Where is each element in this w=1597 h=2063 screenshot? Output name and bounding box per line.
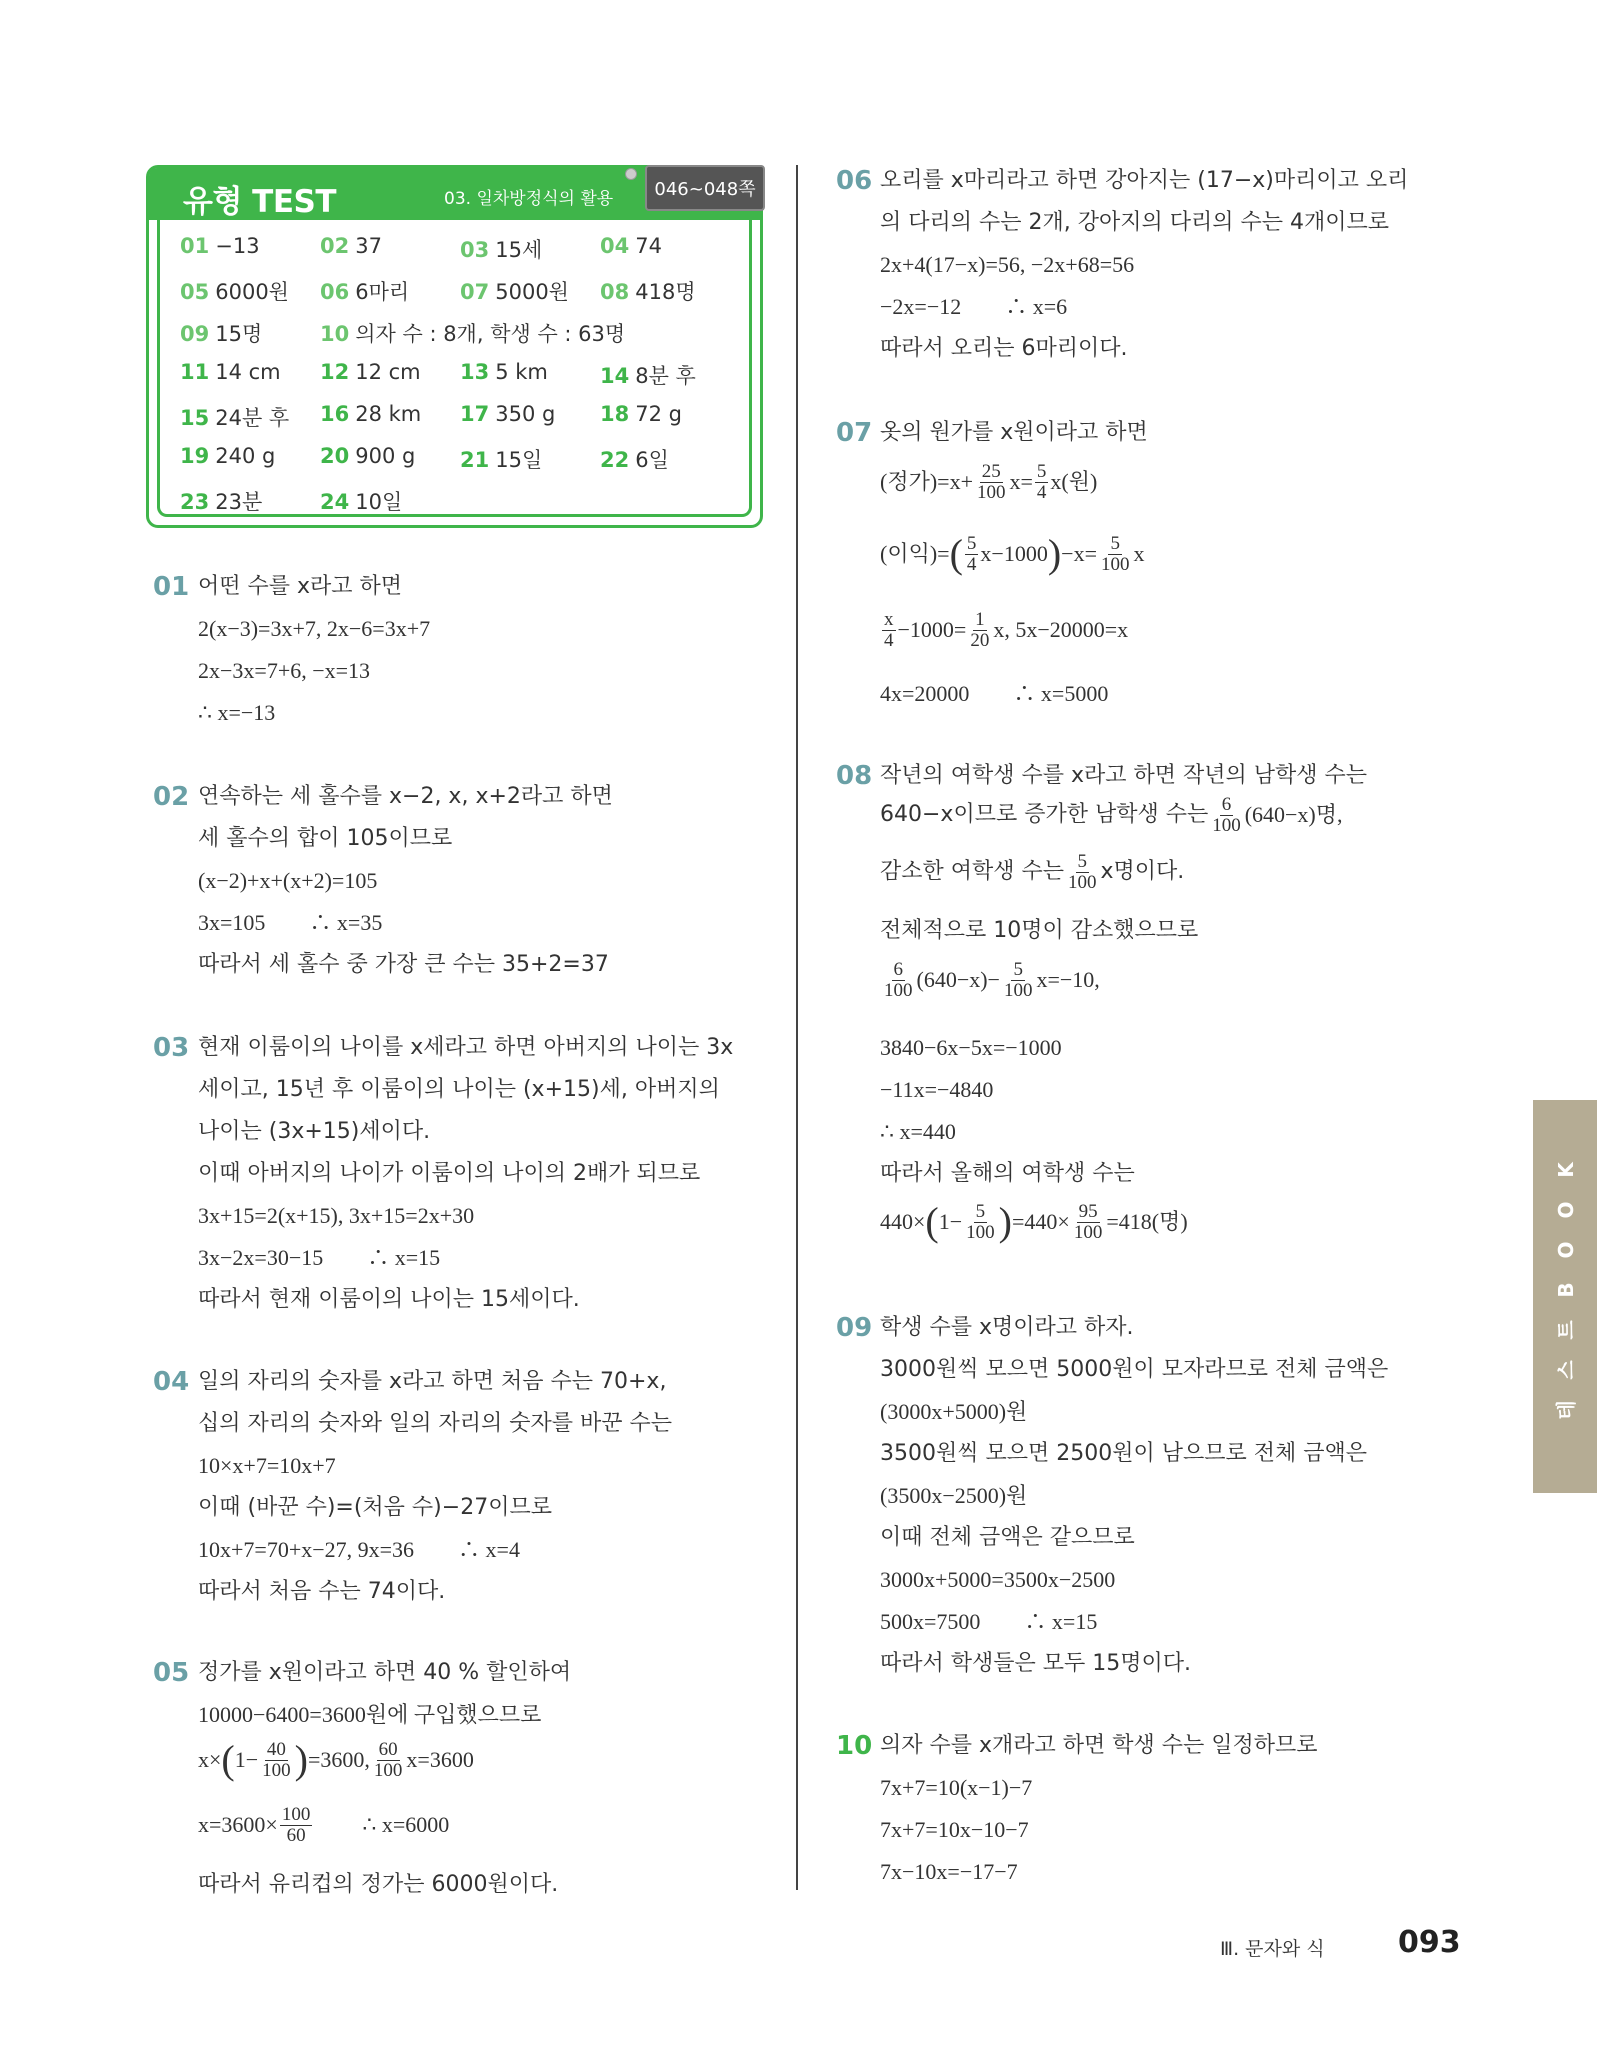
fraction: $\frac{x}{4}$ — [884, 609, 894, 651]
answer-item — [180, 402, 289, 432]
solution-line: 옷의 원가를 x원이라고 하면 — [880, 420, 1148, 445]
fraction: $\frac{5}{4}$ — [966, 533, 977, 575]
solution-line: ∴ x=−13 — [198, 700, 276, 725]
answer-value: 10일 — [355, 490, 403, 514]
equation-part: =3600, — [308, 1747, 370, 1773]
solution-line: 따라서 세 홀수 중 가장 큰 수는 35+2=37 — [198, 952, 609, 977]
footer-section: Ⅲ. 문자와 식 — [1220, 1938, 1325, 1960]
answer-value: 74 — [635, 234, 662, 258]
answer-item — [180, 276, 289, 306]
answer-value: 350 g — [495, 402, 556, 426]
solution-line: 따라서 현재 이룸이의 나이는 15세이다. — [198, 1287, 580, 1312]
answer-item — [180, 360, 281, 384]
equation-part: 440× — [880, 1209, 926, 1235]
solution-line: 3000원씩 모으면 5000원이 모자라므로 전체 금액은 — [880, 1357, 1389, 1382]
equation-part: (640−x)− — [916, 967, 1000, 993]
solution-line: 4x=20000 ∴ x=5000 — [880, 681, 1109, 706]
solution-line: 10x+7=70+x−27, 9x=36 ∴ x=4 — [198, 1537, 520, 1562]
solution-number: 08 — [836, 761, 873, 791]
solution-line: (3000x+5000)원 — [880, 1399, 1028, 1424]
answer-item — [460, 234, 542, 264]
solution-line: 3x−2x=30−15 ∴ x=15 — [198, 1245, 441, 1270]
equation-part: ∴ x=6000 — [362, 1812, 450, 1838]
answer-list — [157, 220, 752, 517]
answer-item — [320, 276, 409, 306]
equation-part: x−1000 — [980, 541, 1048, 567]
answer-value: 15일 — [495, 448, 543, 472]
solution-equation: (이익)= ( $\frac{5}{4}$ x−1000 ) −x= $\frac{5}{100}$ x — [880, 531, 1145, 577]
column-divider — [796, 165, 798, 1890]
solution-line: 정가를 x원이라고 하면 40 % 할인하여 — [198, 1660, 572, 1685]
fraction: $\frac{6}{100}$ — [884, 959, 913, 1001]
side-tab-label: K O O B 트 스 테 — [1554, 1162, 1578, 1420]
solution-line: −2x=−12 ∴ x=6 — [880, 294, 1068, 319]
answer-number: 14 — [600, 364, 630, 388]
answer-box-subtitle: 03. 일차방정식의 활용 — [444, 189, 614, 209]
solution-line: 이때 아버지의 나이가 이룸이의 나이의 2배가 되므로 — [198, 1161, 701, 1186]
fraction: $\frac{5}{100}$ — [1068, 851, 1097, 893]
solution-line: 3500원씩 모으면 2500원이 남으므로 전체 금액은 — [880, 1441, 1367, 1466]
answer-number: 06 — [320, 280, 350, 304]
fraction: $\frac{5}{100}$ — [1003, 959, 1033, 1001]
solution-equation — [880, 795, 1343, 836]
equation-part: (이익)= — [880, 541, 950, 567]
answer-number: 12 — [320, 360, 350, 384]
solution-line: 따라서 오리는 6마리이다. — [880, 336, 1128, 361]
solution-line: 일의 자리의 숫자를 x라고 하면 처음 수는 70+x, — [198, 1369, 667, 1394]
solution-line: 3000x+5000=3500x−2500 — [880, 1567, 1116, 1592]
solution-line: 10×x+7=10x+7 — [198, 1453, 336, 1478]
answer-value: 37 — [355, 234, 382, 258]
solution-line: 3x+15=2(x+15), 3x+15=2x+30 — [198, 1203, 475, 1228]
answer-item — [180, 234, 260, 258]
fraction: $\frac{6}{100}$ — [1212, 794, 1241, 836]
answer-number: 16 — [320, 402, 350, 426]
answer-number: 13 — [460, 360, 490, 384]
answer-value: 72 g — [635, 402, 682, 426]
solution-number: 10 — [836, 1731, 873, 1761]
equation-part: 1− — [234, 1747, 259, 1773]
answer-box-title: 유형 TEST — [183, 184, 336, 220]
solution-line: (3500x−2500)원 — [880, 1483, 1028, 1508]
answer-number: 23 — [180, 490, 210, 514]
fraction: $\frac{25}{100}$ — [976, 461, 1006, 503]
answer-number: 03 — [460, 238, 490, 262]
solution-number: 07 — [836, 418, 873, 448]
solution-line: 의자 수를 x개라고 하면 학생 수는 일정하므로 — [880, 1733, 1318, 1758]
solution-line: 500x=7500 ∴ x=15 — [880, 1609, 1098, 1634]
answer-number: 04 — [600, 234, 630, 258]
solution-equation: x× ( 1− $\frac{40}{100}$ ) =3600, $\frac{60}{100}$ x=3600 — [198, 1737, 474, 1783]
equation-part: =440× — [1012, 1209, 1070, 1235]
solution-line: 3840−6x−5x=−1000 — [880, 1035, 1062, 1060]
solution-number: 03 — [153, 1033, 190, 1063]
answer-value: 6일 — [635, 448, 669, 472]
solution-line: 전체적으로 10명이 감소했으므로 — [880, 918, 1199, 943]
solution-line: 현재 이룸이의 나이를 x세라고 하면 아버지의 나이는 3x — [198, 1035, 734, 1060]
solution-line: 7x−10x=−17−7 — [880, 1859, 1018, 1884]
solution-line: 따라서 유리컵의 정가는 6000원이다. — [198, 1872, 559, 1897]
answer-item — [460, 276, 569, 306]
answer-value: 900 g — [355, 444, 416, 468]
answer-number: 05 — [180, 280, 210, 304]
fraction: $\frac{100}{60}$ — [281, 1804, 311, 1846]
answer-number: 09 — [180, 322, 210, 346]
answer-value: −13 — [215, 234, 260, 258]
answer-number: 10 — [320, 322, 350, 346]
answer-number: 21 — [460, 448, 490, 472]
answer-value: 8분 후 — [635, 364, 696, 388]
equation-part: x(원) — [1050, 469, 1098, 495]
solution-line: 2x−3x=7+6, −x=13 — [198, 658, 371, 683]
solution-line: 2(x−3)=3x+7, 2x−6=3x+7 — [198, 616, 431, 641]
solution-line: 따라서 처음 수는 74이다. — [198, 1579, 446, 1604]
answer-value: 6마리 — [355, 280, 410, 304]
solution-line: 이때 (바꾼 수)=(처음 수)−27이므로 — [198, 1495, 552, 1520]
answer-item — [460, 360, 548, 384]
answer-box — [146, 165, 763, 528]
answer-number: 02 — [320, 234, 350, 258]
equation-part: x, 5x−20000=x — [993, 617, 1129, 643]
solution-line: 작년의 여학생 수를 x라고 하면 작년의 남학생 수는 — [880, 763, 1368, 788]
equation-part: x= — [1009, 469, 1033, 495]
solution-line: 세 홀수의 합이 105이므로 — [198, 826, 453, 851]
answer-item — [460, 444, 542, 474]
answer-value: 15세 — [495, 238, 543, 262]
equation-part: 1− — [938, 1209, 963, 1235]
answer-item — [600, 234, 662, 258]
solution-number: 02 — [153, 782, 190, 812]
answer-value: 의자 수 : 8개, 학생 수 : 63명 — [355, 322, 626, 346]
answer-value: 28 km — [355, 402, 422, 426]
fraction: $\frac{5}{4}$ — [1036, 461, 1047, 503]
equation-part: x=3600× — [198, 1812, 278, 1838]
answer-item — [600, 276, 696, 306]
equation-part: 640−x이므로 증가한 남학생 수는 — [880, 802, 1209, 828]
solution-equation — [880, 852, 1184, 893]
answer-value: 24분 후 — [215, 406, 290, 430]
answer-number: 01 — [180, 234, 210, 258]
equation-part: x명이다. — [1100, 859, 1185, 885]
answer-item — [600, 402, 682, 426]
answer-value: 5000원 — [495, 280, 569, 304]
solution-line: −11x=−4840 — [880, 1077, 994, 1102]
fraction: $\frac{5}{100}$ — [1100, 533, 1130, 575]
answer-number: 24 — [320, 490, 350, 514]
solution-number: 09 — [836, 1313, 873, 1343]
solution-number: 06 — [836, 166, 873, 196]
solution-equation — [880, 960, 1100, 1001]
equation-part: x — [1133, 541, 1145, 567]
answer-number: 18 — [600, 402, 630, 426]
answer-item — [320, 234, 382, 258]
answer-value: 418명 — [635, 280, 696, 304]
solution-line: 이때 전체 금액은 같으므로 — [880, 1525, 1135, 1550]
answer-number: 08 — [600, 280, 630, 304]
solution-line: 3x=105 ∴ x=35 — [198, 910, 383, 935]
equation-part: −1000= — [897, 617, 967, 643]
answer-item — [180, 444, 275, 468]
answer-value: 5 km — [495, 360, 548, 384]
equation-part: −x= — [1061, 541, 1097, 567]
answer-item — [320, 486, 402, 516]
solution-number: 05 — [153, 1658, 190, 1688]
equation-part: (정가)=x+ — [880, 469, 973, 495]
fraction: $\frac{40}{100}$ — [262, 1739, 291, 1781]
solution-equation — [198, 1805, 449, 1846]
solution-line: 의 다리의 수는 2개, 강아지의 다리의 수는 4개이므로 — [880, 210, 1389, 235]
answer-number: 15 — [180, 406, 210, 430]
solution-line: 따라서 학생들은 모두 15명이다. — [880, 1651, 1191, 1676]
solution-line: 어떤 수를 x라고 하면 — [198, 574, 403, 599]
solution-equation: 440× ( 1− $\frac{5}{100}$ ) =440× $\frac{95}{100}$ =418(명) — [880, 1199, 1188, 1245]
equation-part: x=3600 — [406, 1747, 474, 1773]
answer-value: 240 g — [215, 444, 276, 468]
answer-number: 07 — [460, 280, 490, 304]
answer-value: 23분 — [215, 490, 263, 514]
answer-number: 19 — [180, 444, 210, 468]
answer-number: 17 — [460, 402, 490, 426]
equation-part: =418(명) — [1106, 1209, 1188, 1235]
page-range-badge: 046~048쪽 — [645, 165, 765, 211]
solution-line: 학생 수를 x명이라고 하자. — [880, 1315, 1134, 1340]
answer-number: 22 — [600, 448, 630, 472]
answer-item — [600, 360, 696, 390]
solution-line: ∴ x=440 — [880, 1119, 956, 1144]
fraction: $\frac{60}{100}$ — [373, 1739, 403, 1781]
answer-item — [600, 444, 669, 474]
solution-line: 연속하는 세 홀수를 x−2, x, x+2라고 하면 — [198, 784, 613, 809]
solution-line: 십의 자리의 숫자와 일의 자리의 숫자를 바꾼 수는 — [198, 1411, 672, 1436]
solution-line: 10000−6400=3600원에 구입했으므로 — [198, 1702, 542, 1727]
answer-number: 20 — [320, 444, 350, 468]
answer-item — [320, 444, 415, 468]
answer-value: 12 cm — [355, 360, 421, 384]
answer-item — [320, 318, 625, 348]
solution-equation — [880, 610, 1128, 651]
answer-value: 15명 — [215, 322, 263, 346]
answer-item — [180, 486, 262, 516]
solution-line: 오리를 x마리라고 하면 강아지는 (17−x)마리이고 오리 — [880, 168, 1409, 193]
solution-line: 세이고, 15년 후 이룸이의 나이는 (x+15)세, 아버지의 — [198, 1077, 720, 1102]
fraction: $\frac{5}{100}$ — [966, 1201, 995, 1243]
fraction: $\frac{1}{20}$ — [970, 609, 990, 651]
equation-part: (640−x)명, — [1244, 802, 1343, 828]
fraction: $\frac{95}{100}$ — [1073, 1201, 1103, 1243]
answer-item — [180, 318, 262, 348]
solution-equation — [880, 462, 1097, 503]
solution-number: 04 — [153, 1367, 190, 1397]
page-number: 093 — [1398, 1925, 1461, 1960]
equation-part: x× — [198, 1747, 222, 1773]
answer-item — [320, 360, 421, 384]
solution-number: 01 — [153, 572, 190, 602]
solution-line: 7x+7=10x−10−7 — [880, 1817, 1029, 1842]
answer-number: 11 — [180, 360, 210, 384]
answer-value: 14 cm — [215, 360, 281, 384]
solution-line: 2x+4(17−x)=56, −2x+68=56 — [880, 252, 1135, 277]
equation-part: x=−10, — [1036, 967, 1100, 993]
answer-item — [320, 402, 421, 426]
solution-line: 나이는 (3x+15)세이다. — [198, 1119, 431, 1144]
solution-line: 7x+7=10(x−1)−7 — [880, 1775, 1033, 1800]
solution-line: (x−2)+x+(x+2)=105 — [198, 868, 378, 893]
answer-item — [460, 402, 555, 426]
solution-line: 따라서 올해의 여학생 수는 — [880, 1161, 1135, 1186]
answer-value: 6000원 — [215, 280, 289, 304]
equation-part: 감소한 여학생 수는 — [880, 859, 1065, 885]
